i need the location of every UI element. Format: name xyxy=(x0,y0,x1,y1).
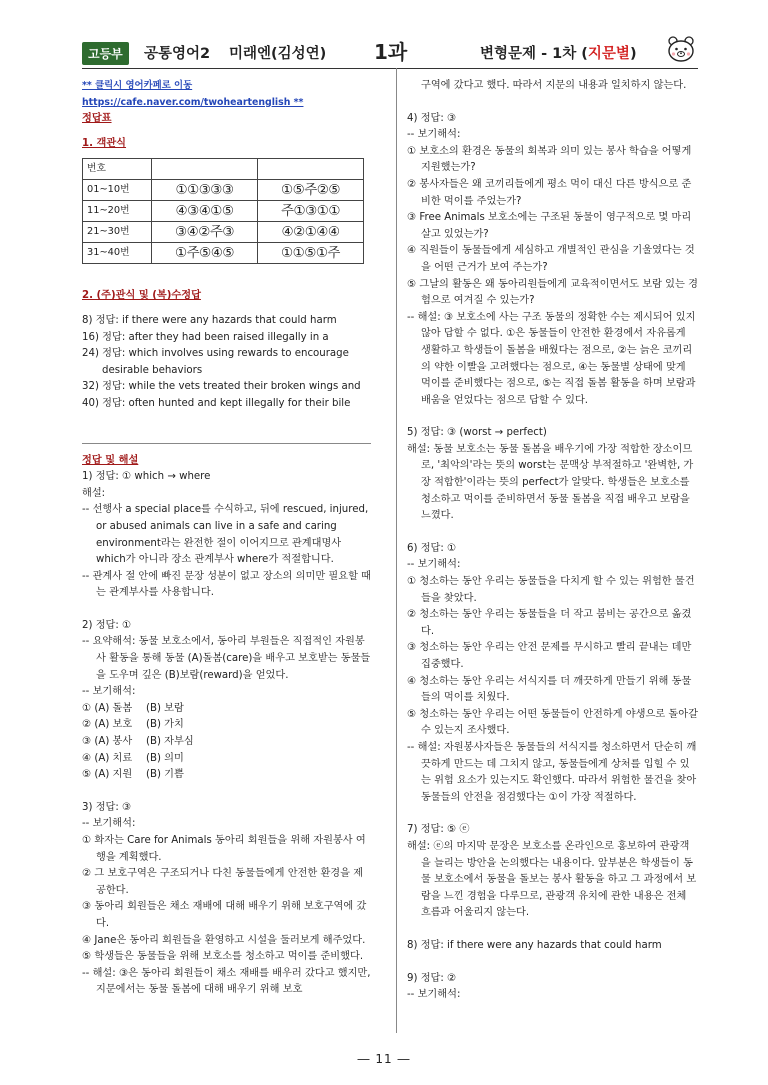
q4-option: ② 봉사자들은 왜 코끼리들에게 평소 먹이 대신 다른 방식으로 준비한 먹이를 주었는가? xyxy=(407,178,692,207)
q6-option: ⑤ 청소하는 동안 우리는 어떤 동물들이 안전하게 야생으로 돌아갈 수 있는지 조사했다. xyxy=(407,708,698,737)
q1-answer: 1) 정답: ① which → where xyxy=(82,471,211,483)
answers-26-30: ④②①④④ xyxy=(258,222,364,243)
level-badge: 고등부 xyxy=(82,42,129,65)
row-range: 11~20번 xyxy=(83,201,152,222)
subjective-answer: 32) 정답: while the vets treated their broken wings and xyxy=(82,381,361,393)
q4-option: ① 보호소의 환경은 동물의 회복과 의미 있는 봉사 학습을 어떻게 지원했는가? xyxy=(407,145,692,174)
bear-mascot-icon xyxy=(666,34,696,64)
cafe-link[interactable]: ** 클릭시 영어카페로 이동 https://cafe.naver.com/twoheartenglish ** xyxy=(82,80,304,108)
q3-option: ③ 동아리 회원들은 채소 재배에 대해 배우기 위해 보호구역에 갔다. xyxy=(82,901,367,929)
q4-option: ⑤ 그날의 활동은 왜 동아리원들에게 교육적이면서도 보람 있는 경험으로 여겨질 수 있는가? xyxy=(407,278,698,307)
q1-explain: -- 관계사 절 안에 빠진 문장 성분이 없고 장소의 의미만 필요할 때는 관계부사를 사용합니다. xyxy=(82,570,371,599)
q2-label: -- 보기해석: xyxy=(82,686,136,698)
q4-answer: 4) 정답: ③ xyxy=(407,112,457,124)
explanation-section-title: 정답 및 해설 xyxy=(82,454,139,466)
subjective-answer: 16) 정답: after they had been raised illegally in a xyxy=(82,331,329,343)
q4-option: ③ Free Animals 보호소에는 구조된 동물이 영구적으로 몇 마리 살고 있었는가? xyxy=(407,212,692,240)
page-number: ― 11 ― xyxy=(357,1052,411,1066)
answers-16-20: 주①③①① xyxy=(258,201,364,222)
subject-title: 공통영어2 xyxy=(144,46,211,62)
q6-option: ③ 청소하는 동안 우리는 안전 문제를 무시하고 빨리 끝내는 데만 집중했다. xyxy=(407,642,692,670)
header-divider xyxy=(82,68,698,69)
q3-label: -- 보기해석: xyxy=(82,818,136,830)
q6-answer: 6) 정답: ① xyxy=(407,542,457,554)
q2-option: ⑤ (A) 지원 (B) 기쁨 xyxy=(82,769,184,781)
q5-explain: 해설: 동물 보호소는 동물 돌봄을 배우기에 가장 적합한 장소이므로, '최악의'라는 뜻의 worst는 문맥상 부적절하고 '완벽한, 가장 적합한'이라는 뜻의 perfect가 알맞다. 학생들은 보호소를 청소하고 먹이를 준비하면서 동물 돌봄을 직접 배우고 보람을 느꼈다. xyxy=(407,443,694,522)
q3-option: ⑤ 학생들은 동물들을 위해 보호소를 청소하고 먹이를 준비했다. xyxy=(82,951,364,963)
q4-explain: -- 해설: ③ 보호소에 사는 구조 동물의 정확한 수는 제시되어 있지 않아 답할 수 없다. ①은 동물들이 안전한 환경에서 자유롭게 생활하고 학생들이 돌봄을 배웠다는 점으로, ②는 늙은 코끼리의 약한 이빨을 고려했다는 점으로, ④는 동물별 상태에 맞게 먹이를 준비했다는 점으로, ⑤는 직접 돌봄 활동을 하며 보람과 배움을 얻었다는 점으로 답할 수 있다. xyxy=(407,311,696,406)
q3-option: ④ Jane은 동아리 회원들을 환영하고 시설을 둘러보게 해주었다. xyxy=(82,934,366,946)
q6-label: -- 보기해석: xyxy=(407,559,461,571)
q2-option: ② (A) 보호 (B) 가치 xyxy=(82,719,184,731)
worksheet-type: 변형문제 - 1차 (지문별) xyxy=(480,46,637,62)
q3-option: ② 그 보호구역은 구조되거나 다친 동물들에게 안전한 환경을 제공한다. xyxy=(82,868,364,896)
answers-1-5: ①①③③③ xyxy=(152,180,258,201)
row-range: 01~10번 xyxy=(83,180,152,201)
table-row xyxy=(83,201,364,222)
table-row xyxy=(83,222,364,243)
answer-key-title: 정답표 xyxy=(82,113,112,125)
publisher-title: 미래엔(김성연) xyxy=(229,46,327,62)
q6-option: ④ 청소하는 동안 우리는 서식지를 더 깨끗하게 만들기 위해 동물들의 먹이를 치웠다. xyxy=(407,675,692,704)
table-row xyxy=(83,180,364,201)
answers-31-35: ①주⑤④⑤ xyxy=(152,243,258,264)
q7-explain: 해설: ⓔ의 마지막 문장은 보호소를 온라인으로 홍보하여 관광객을 늘리는 방안을 논의했다는 내용이다. 앞부분은 학생들이 동물 보호소에서 동물을 돌보는 봉사 활동을 하고 그 과정에서 보람을 느낀 경험을 다루므로, 관광객 유치에 관한 내용은 전체 흐름과 어울리지 않는다. xyxy=(407,840,697,919)
answers-21-25: ③④②주③ xyxy=(152,222,258,243)
table-header-cell: 번호 xyxy=(83,159,152,180)
answers-11-15: ④③④①⑤ xyxy=(152,201,258,222)
q7-answer: 7) 정답: ⑤ ⓔ xyxy=(407,824,470,836)
subjective-answer: 24) 정답: which involves using rewards to encourage desirable behaviors xyxy=(82,348,349,376)
subjective-answer: 8) 정답: if there were any hazards that could harm xyxy=(82,314,337,326)
q2-answer: 2) 정답: ① xyxy=(82,619,132,631)
q4-label: -- 보기해석: xyxy=(407,129,461,141)
q3-explain: -- 해설: ③은 동아리 회원들이 채소 재배를 배우러 갔다고 했지만, 지문에서는 동물 돌봄에 대해 배우기 위해 보호 xyxy=(82,967,371,996)
type-highlight: 지문별 xyxy=(587,46,630,62)
answers-36-40: ①①⑤①주 xyxy=(258,243,364,264)
table-row xyxy=(83,159,364,180)
q9-label: -- 보기해석: xyxy=(407,989,461,1001)
q2-option: ④ (A) 치료 (B) 의미 xyxy=(82,752,184,764)
row-range: 21~30번 xyxy=(83,222,152,243)
left-column xyxy=(82,78,371,999)
table-row xyxy=(83,243,364,264)
lesson-title: 1과 xyxy=(374,40,408,64)
q1-label: 해설: xyxy=(82,487,106,499)
q8-answer: 8) 정답: if there were any hazards that could harm xyxy=(407,939,662,951)
q1-explain: -- 선행사 a special place를 수식하고, 뒤에 rescued, injured, or abused animals can live in a safe and caring environment라는 완전한 절이 이어지므로 관계대명사 which가 아니라 장소 관계부사 where가 적절합니다. xyxy=(82,504,369,566)
q2-option: ① (A) 돌봄 (B) 보람 xyxy=(82,702,184,714)
q3-option: ① 화자는 Care for Animals 동아리 회원들을 위해 자원봉사 여행을 계획했다. xyxy=(82,835,366,863)
q2-summary: -- 요약해석: 동물 보호소에서, 동아리 부원들은 직접적인 자원봉사 활동을 통해 동물 (A)돌봄(care)을 배우고 보호받는 동물들을 도우며 깊은 (B)보람(reward)을 얻었다. xyxy=(82,636,371,681)
q3-answer: 3) 정답: ③ xyxy=(82,801,132,813)
row-range: 31~40번 xyxy=(83,243,152,264)
answer-table xyxy=(82,158,364,264)
page-header xyxy=(82,38,698,68)
q6-option: ① 청소하는 동안 우리는 동물들을 다치게 할 수 있는 위험한 물건들을 찾았다. xyxy=(407,576,695,604)
q2-option: ③ (A) 봉사 (B) 자부심 xyxy=(82,736,194,748)
answers-6-10: ①⑤주②⑤ xyxy=(258,180,364,201)
subjective-section-title: 2. (주)관식 및 (복)수정답 xyxy=(82,290,201,302)
subjective-answer: 40) 정답: often hunted and kept illegally for their bile xyxy=(82,397,351,409)
q5-answer: 5) 정답: ③ (worst → perfect) xyxy=(407,427,547,439)
mc-section-title: 1. 객관식 xyxy=(82,137,127,149)
q6-option: ② 청소하는 동안 우리는 동물들을 더 작고 붐비는 공간으로 옮겼다. xyxy=(407,609,692,637)
q6-explain: -- 해설: 자원봉사자들은 동물들의 서식지를 청소하면서 단순히 깨끗하게 만드는 데 그치지 않고, 동물들에게 상처를 입힐 수 있는 위험 요소가 있는지도 확인했다. 따라서 위험한 물건을 찾아 동물들의 안전을 점검했다는 ①이 가장 적절하다. xyxy=(407,741,697,803)
column-divider xyxy=(396,68,397,1033)
right-column xyxy=(407,78,698,1004)
q9-answer: 9) 정답: ② xyxy=(407,972,457,984)
q4-option: ④ 직원들이 동물들에게 세심하고 개별적인 관심을 기울였다는 것을 어떤 근거가 보여 주는가? xyxy=(407,245,695,273)
q3-explain-continued: 구역에 갔다고 했다. 따라서 지문의 내용과 일치하지 않는다. xyxy=(421,80,687,91)
